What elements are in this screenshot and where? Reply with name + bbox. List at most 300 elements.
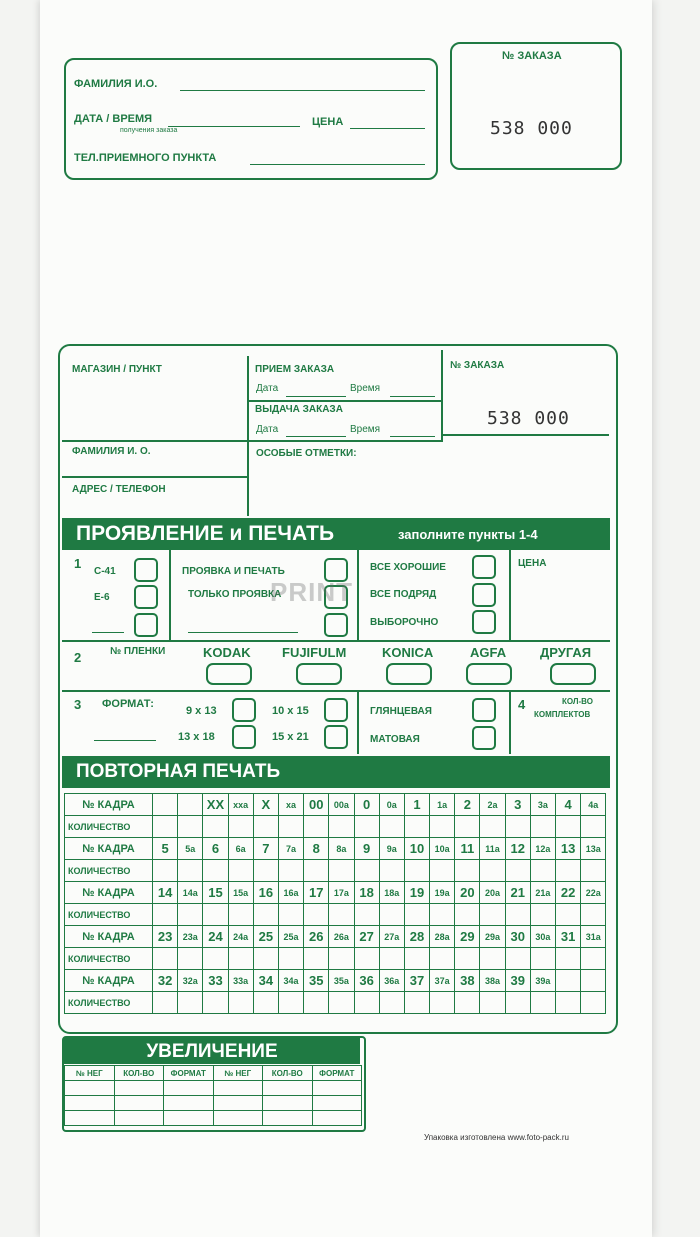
enlarge-col-header: № НЕГ (213, 1066, 263, 1081)
quantity-cell[interactable] (178, 860, 203, 882)
quantity-cell[interactable] (329, 860, 354, 882)
quantity-row (65, 904, 606, 926)
enlarge-cell[interactable] (164, 1096, 214, 1111)
frame-number: 27 (354, 926, 379, 948)
frame-number: Х (253, 794, 278, 816)
frame-number (556, 970, 581, 992)
quantity-cell[interactable] (253, 816, 278, 838)
form-order-number: 538 000 (487, 408, 570, 429)
frame-number: 5 (153, 838, 178, 860)
frame-number: 22 (556, 882, 581, 904)
develop-print-label: ПРОЯВКА И ПЕЧАТЬ (182, 566, 285, 577)
e6-label: Е-6 (94, 592, 110, 603)
quantity-cell[interactable] (505, 816, 530, 838)
enlarge-cell[interactable] (213, 1111, 263, 1126)
quantity-cell[interactable] (379, 992, 404, 1014)
frame-number: 22a (581, 882, 606, 904)
glossy-checkbox[interactable] (472, 698, 496, 722)
develop-only-label: ТОЛЬКО ПРОЯВКА (188, 589, 282, 600)
quantity-cell[interactable] (404, 816, 429, 838)
frame-number: 35 (304, 970, 329, 992)
frame-number: 38 (455, 970, 480, 992)
quantity-cell[interactable] (153, 904, 178, 926)
quantity-cell[interactable] (530, 992, 555, 1014)
frame-number: 0a (379, 794, 404, 816)
frame-number: 20 (455, 882, 480, 904)
frame-row (65, 970, 606, 992)
frame-number: 0 (354, 794, 379, 816)
frame-row (65, 926, 606, 948)
frame-label: № КАДРА (65, 794, 153, 816)
quantity-cell[interactable] (354, 860, 379, 882)
quantity-cell[interactable] (203, 948, 228, 970)
frame-row (65, 838, 606, 860)
size-13x18-checkbox[interactable] (232, 725, 256, 749)
frame-number: 10 (404, 838, 429, 860)
frame-number: 34a (278, 970, 303, 992)
quantity-cell[interactable] (178, 948, 203, 970)
quantity-cell[interactable] (480, 860, 505, 882)
quantity-cell[interactable] (581, 860, 606, 882)
all-good-label: ВСЕ ХОРОШИЕ (370, 562, 446, 573)
all-row-label: ВСЕ ПОДРЯД (370, 589, 437, 600)
frame-number: 9 (354, 838, 379, 860)
quantity-cell[interactable] (228, 816, 253, 838)
size-10x15-checkbox[interactable] (324, 698, 348, 722)
frame-row (65, 882, 606, 904)
konica-checkbox[interactable] (386, 663, 432, 685)
e6-checkbox[interactable] (134, 585, 158, 609)
receive-label: ПРИЕМ ЗАКАЗА (255, 364, 335, 375)
enlarge-col-header: ФОРМАТ (312, 1066, 362, 1081)
watermark-logo: PRINT (270, 577, 353, 607)
quantity-cell[interactable] (329, 904, 354, 926)
frame-number: 10a (430, 838, 455, 860)
frame-number: 8 (304, 838, 329, 860)
frame-number: 11a (480, 838, 505, 860)
price-label: ЦЕНА (518, 558, 547, 569)
enlarge-cell[interactable] (114, 1096, 164, 1111)
issue-date: Дата (256, 424, 279, 435)
top-surname-line[interactable] (180, 90, 425, 91)
quantity-cell[interactable] (228, 860, 253, 882)
agfa-checkbox[interactable] (466, 663, 512, 685)
quantity-cell[interactable] (304, 904, 329, 926)
fujifilm-checkbox[interactable] (296, 663, 342, 685)
brand-agfa: AGFA (470, 645, 507, 660)
frame-number: 3 (505, 794, 530, 816)
enlarge-cell[interactable] (312, 1081, 362, 1096)
frame-number: 7a (278, 838, 303, 860)
frame-number: 7 (253, 838, 278, 860)
enlarge-cell[interactable] (114, 1081, 164, 1096)
frame-number: 17a (329, 882, 354, 904)
receive-date: Дата (256, 383, 279, 394)
quantity-cell[interactable] (480, 992, 505, 1014)
frame-number (178, 794, 203, 816)
other-process-line[interactable] (92, 632, 124, 633)
quantity-cell[interactable] (455, 860, 480, 882)
quantity-cell[interactable] (379, 904, 404, 926)
enlarge-cell[interactable] (65, 1096, 115, 1111)
enlarge-cell[interactable] (312, 1111, 362, 1126)
frame-number: 17 (304, 882, 329, 904)
quantity-cell[interactable] (455, 816, 480, 838)
brand-fujifilm: FUJIFULM (282, 645, 347, 660)
top-order-number: 538 000 (490, 118, 573, 139)
quantity-cell[interactable] (278, 904, 303, 926)
glossy-label: ГЛЯНЦЕВАЯ (370, 706, 432, 717)
selective-label: ВЫБОРОЧНО (370, 617, 439, 628)
issue-label: ВЫДАЧА ЗАКАЗА (255, 404, 343, 415)
frame-number: 34 (253, 970, 278, 992)
size-10x15: 10 х 15 (272, 705, 309, 717)
frame-number: 32 (153, 970, 178, 992)
quantity-row (65, 992, 606, 1014)
frame-label: № КАДРА (65, 882, 153, 904)
frame-label: № КАДРА (65, 926, 153, 948)
top-surname-label: ФАМИЛИЯ И.О. (74, 78, 158, 90)
top-date-sub: получения заказа (120, 127, 178, 134)
frame-number: 13a (581, 838, 606, 860)
frame-number: ХХ (203, 794, 228, 816)
receive-date-line[interactable] (286, 396, 346, 397)
size-15x21-checkbox[interactable] (324, 725, 348, 749)
sets-label-1: КОЛ-ВО (562, 697, 593, 706)
quantity-cell[interactable] (329, 992, 354, 1014)
frame-number: 18a (379, 882, 404, 904)
enlarge-cell[interactable] (164, 1081, 214, 1096)
quantity-cell[interactable] (278, 860, 303, 882)
quantity-cell[interactable] (278, 816, 303, 838)
frame-number (153, 794, 178, 816)
quantity-cell[interactable] (455, 992, 480, 1014)
brand-other: ДРУГАЯ (540, 645, 592, 660)
frame-number: 00a (329, 794, 354, 816)
section-2-number: 2 (74, 650, 82, 665)
frame-number: 23 (153, 926, 178, 948)
film-no-label: № ПЛЕНКИ (110, 646, 166, 657)
section-4-number: 4 (518, 697, 526, 712)
quantity-cell[interactable] (556, 904, 581, 926)
quantity-cell[interactable] (404, 904, 429, 926)
frame-number: 16a (278, 882, 303, 904)
quantity-cell[interactable] (505, 904, 530, 926)
enlarge-cell[interactable] (65, 1081, 115, 1096)
enlarge-col-header: КОЛ-ВО (263, 1066, 313, 1081)
frame-number: 00 (304, 794, 329, 816)
quantity-cell[interactable] (505, 992, 530, 1014)
enlarge-table (64, 1065, 362, 1126)
c41-label: С-41 (94, 566, 116, 577)
quantity-label: КОЛИЧЕСТВО (65, 904, 153, 926)
frame-row (65, 794, 606, 816)
frame-number: 25a (278, 926, 303, 948)
frame-number: 12a (530, 838, 555, 860)
enlarge-cell[interactable] (213, 1096, 263, 1111)
shop-label: МАГАЗИН / ПУНКТ (72, 364, 162, 375)
frame-label: № КАДРА (65, 838, 153, 860)
top-phone-line[interactable] (250, 164, 425, 165)
develop-print-band (62, 518, 610, 550)
footer-url: Упаковка изготовлена www.foto-pack.ru (424, 1133, 569, 1142)
quantity-row (65, 860, 606, 882)
size-13x18: 13 х 18 (178, 731, 215, 743)
frame-number: ххa (228, 794, 253, 816)
reprint-band (62, 756, 610, 788)
frame-number: 4 (556, 794, 581, 816)
quantity-cell[interactable] (304, 992, 329, 1014)
other-process-checkbox[interactable] (134, 613, 158, 637)
quantity-row (65, 948, 606, 970)
enlarge-cell[interactable] (263, 1096, 313, 1111)
frame-number: 25 (253, 926, 278, 948)
frame-number: 24 (203, 926, 228, 948)
frame-number: 39a (530, 970, 555, 992)
quantity-cell[interactable] (354, 948, 379, 970)
quantity-cell[interactable] (253, 948, 278, 970)
enlarge-cell[interactable] (114, 1111, 164, 1126)
size-15x21: 15 х 21 (272, 731, 309, 743)
quantity-cell[interactable] (304, 948, 329, 970)
quantity-cell[interactable] (203, 992, 228, 1014)
frame-number: 13 (556, 838, 581, 860)
quantity-label: КОЛИЧЕСТВО (65, 992, 153, 1014)
issue-time-line[interactable] (390, 436, 435, 437)
section-3-number: 3 (74, 697, 82, 712)
quantity-cell[interactable] (253, 860, 278, 882)
quantity-cell[interactable] (480, 904, 505, 926)
selective-checkbox[interactable] (472, 610, 496, 634)
form-surname-label: ФАМИЛИЯ И. О. (72, 446, 151, 457)
c41-checkbox[interactable] (134, 558, 158, 582)
enlarge-col-header: КОЛ-ВО (114, 1066, 164, 1081)
quantity-cell[interactable] (430, 904, 455, 926)
matte-checkbox[interactable] (472, 726, 496, 750)
quantity-cell[interactable] (379, 860, 404, 882)
frame-number: 38a (480, 970, 505, 992)
quantity-label: КОЛИЧЕСТВО (65, 860, 153, 882)
frame-number: 21a (530, 882, 555, 904)
frame-number: 29a (480, 926, 505, 948)
frame-number: 2a (480, 794, 505, 816)
frame-number: 21 (505, 882, 530, 904)
frame-number: 37a (430, 970, 455, 992)
frame-number: 27a (379, 926, 404, 948)
sets-label-2: КОМПЛЕКТОВ (534, 710, 591, 719)
quantity-label: КОЛИЧЕСТВО (65, 948, 153, 970)
quantity-cell[interactable] (505, 860, 530, 882)
frame-number: 30a (530, 926, 555, 948)
enlarge-cell[interactable] (65, 1111, 115, 1126)
quantity-cell[interactable] (354, 904, 379, 926)
quantity-cell[interactable] (178, 992, 203, 1014)
frame-number: 24a (228, 926, 253, 948)
quantity-cell[interactable] (480, 816, 505, 838)
quantity-cell[interactable] (203, 904, 228, 926)
quantity-cell[interactable] (379, 816, 404, 838)
enlarge-col-header: ФОРМАТ (164, 1066, 214, 1081)
quantity-cell[interactable] (556, 948, 581, 970)
quantity-cell[interactable] (178, 904, 203, 926)
frame-number: 36 (354, 970, 379, 992)
issue-time: Время (350, 424, 381, 435)
kodak-checkbox[interactable] (206, 663, 252, 685)
receive-time-line[interactable] (390, 396, 435, 397)
quantity-cell[interactable] (404, 860, 429, 882)
frame-number: хa (278, 794, 303, 816)
frame-number: 3a (530, 794, 555, 816)
frame-number: 31a (581, 926, 606, 948)
frame-number: 28a (430, 926, 455, 948)
quantity-cell[interactable] (354, 816, 379, 838)
enlarge-cell[interactable] (164, 1111, 214, 1126)
quantity-cell[interactable] (480, 948, 505, 970)
size-9x13: 9 х 13 (186, 705, 217, 717)
frame-number: 20a (480, 882, 505, 904)
enlarge-cell[interactable] (213, 1081, 263, 1096)
enlarge-cell[interactable] (312, 1096, 362, 1111)
quantity-cell[interactable] (530, 816, 555, 838)
quantity-label: КОЛИЧЕСТВО (65, 816, 153, 838)
quantity-cell[interactable] (329, 816, 354, 838)
frame-number: 29 (455, 926, 480, 948)
brand-kodak: KODAK (203, 645, 251, 660)
frame-number: 31 (556, 926, 581, 948)
enlarge-cell[interactable] (263, 1111, 313, 1126)
quantity-cell[interactable] (556, 816, 581, 838)
frame-number: 6a (228, 838, 253, 860)
brand-konica: KONICA (382, 645, 434, 660)
quantity-cell[interactable] (329, 948, 354, 970)
frame-number: 30 (505, 926, 530, 948)
quantity-cell[interactable] (228, 904, 253, 926)
quantity-cell[interactable] (178, 816, 203, 838)
quantity-cell[interactable] (228, 948, 253, 970)
quantity-cell[interactable] (203, 860, 228, 882)
frame-number: 18 (354, 882, 379, 904)
frame-number (581, 970, 606, 992)
frame-number: 16 (253, 882, 278, 904)
frame-number: 1 (404, 794, 429, 816)
quantity-cell[interactable] (581, 816, 606, 838)
quantity-row (65, 816, 606, 838)
quantity-cell[interactable] (304, 816, 329, 838)
quantity-cell[interactable] (430, 860, 455, 882)
matte-label: МАТОВАЯ (370, 734, 420, 745)
quantity-cell[interactable] (581, 948, 606, 970)
quantity-cell[interactable] (153, 948, 178, 970)
quantity-cell[interactable] (153, 992, 178, 1014)
quantity-cell[interactable] (404, 992, 429, 1014)
quantity-cell[interactable] (379, 948, 404, 970)
quantity-cell[interactable] (505, 948, 530, 970)
quantity-cell[interactable] (253, 992, 278, 1014)
top-price-label: ЦЕНА (312, 116, 344, 128)
format-other-line[interactable] (94, 740, 156, 741)
all-row-checkbox[interactable] (472, 583, 496, 607)
frame-number: 33a (228, 970, 253, 992)
enlarge-title: УВЕЛИЧЕНИЕ (146, 1041, 278, 1062)
quantity-cell[interactable] (530, 948, 555, 970)
quantity-cell[interactable] (556, 860, 581, 882)
quantity-cell[interactable] (404, 948, 429, 970)
address-label: АДРЕС / ТЕЛЕФОН (72, 484, 166, 495)
frame-label: № КАДРА (65, 970, 153, 992)
all-good-checkbox[interactable] (472, 555, 496, 579)
quantity-cell[interactable] (228, 992, 253, 1014)
quantity-cell[interactable] (253, 904, 278, 926)
frame-number: 1a (430, 794, 455, 816)
top-phone-label: ТЕЛ.ПРИЕМНОГО ПУНКТА (74, 152, 217, 164)
top-date-line[interactable] (168, 126, 300, 127)
quantity-cell[interactable] (203, 816, 228, 838)
frame-number: 14 (153, 882, 178, 904)
top-price-line[interactable] (350, 128, 425, 129)
frame-number: 23a (178, 926, 203, 948)
frame-number: 19a (430, 882, 455, 904)
quantity-cell[interactable] (530, 860, 555, 882)
frame-number: 28 (404, 926, 429, 948)
quantity-cell[interactable] (581, 992, 606, 1014)
frame-number: 2 (455, 794, 480, 816)
develop-print-hint: заполните пункты 1-4 (398, 527, 538, 542)
quantity-cell[interactable] (354, 992, 379, 1014)
quantity-cell[interactable] (581, 904, 606, 926)
quantity-cell[interactable] (278, 948, 303, 970)
frame-number: 33 (203, 970, 228, 992)
frame-number: 15 (203, 882, 228, 904)
frame-number: 35a (329, 970, 354, 992)
quantity-cell[interactable] (153, 860, 178, 882)
quantity-cell[interactable] (556, 992, 581, 1014)
enlarge-cell[interactable] (263, 1081, 313, 1096)
quantity-cell[interactable] (430, 992, 455, 1014)
develop-other-line[interactable] (188, 632, 298, 633)
quantity-cell[interactable] (455, 948, 480, 970)
frame-number: 4a (581, 794, 606, 816)
enlarge-band (64, 1038, 360, 1064)
frame-number: 9a (379, 838, 404, 860)
quantity-cell[interactable] (430, 816, 455, 838)
develop-other-checkbox[interactable] (324, 613, 348, 637)
frame-number: 5a (178, 838, 203, 860)
frame-number: 26a (329, 926, 354, 948)
top-date-label: ДАТА / ВРЕМЯ (74, 113, 153, 125)
frame-number: 19 (404, 882, 429, 904)
issue-date-line[interactable] (286, 436, 346, 437)
receive-time: Время (350, 383, 381, 394)
quantity-cell[interactable] (530, 904, 555, 926)
format-label: ФОРМАТ: (102, 698, 154, 710)
quantity-cell[interactable] (153, 816, 178, 838)
frame-number: 6 (203, 838, 228, 860)
size-9x13-checkbox[interactable] (232, 698, 256, 722)
quantity-cell[interactable] (304, 860, 329, 882)
frame-number: 26 (304, 926, 329, 948)
quantity-cell[interactable] (430, 948, 455, 970)
frame-number: 36a (379, 970, 404, 992)
frame-number: 37 (404, 970, 429, 992)
frame-number: 39 (505, 970, 530, 992)
frame-number: 12 (505, 838, 530, 860)
other-brand-checkbox[interactable] (550, 663, 596, 685)
form-order-label: № ЗАКАЗА (450, 360, 505, 371)
frame-number: 15a (228, 882, 253, 904)
quantity-cell[interactable] (278, 992, 303, 1014)
quantity-cell[interactable] (455, 904, 480, 926)
section-1-number: 1 (74, 556, 82, 571)
